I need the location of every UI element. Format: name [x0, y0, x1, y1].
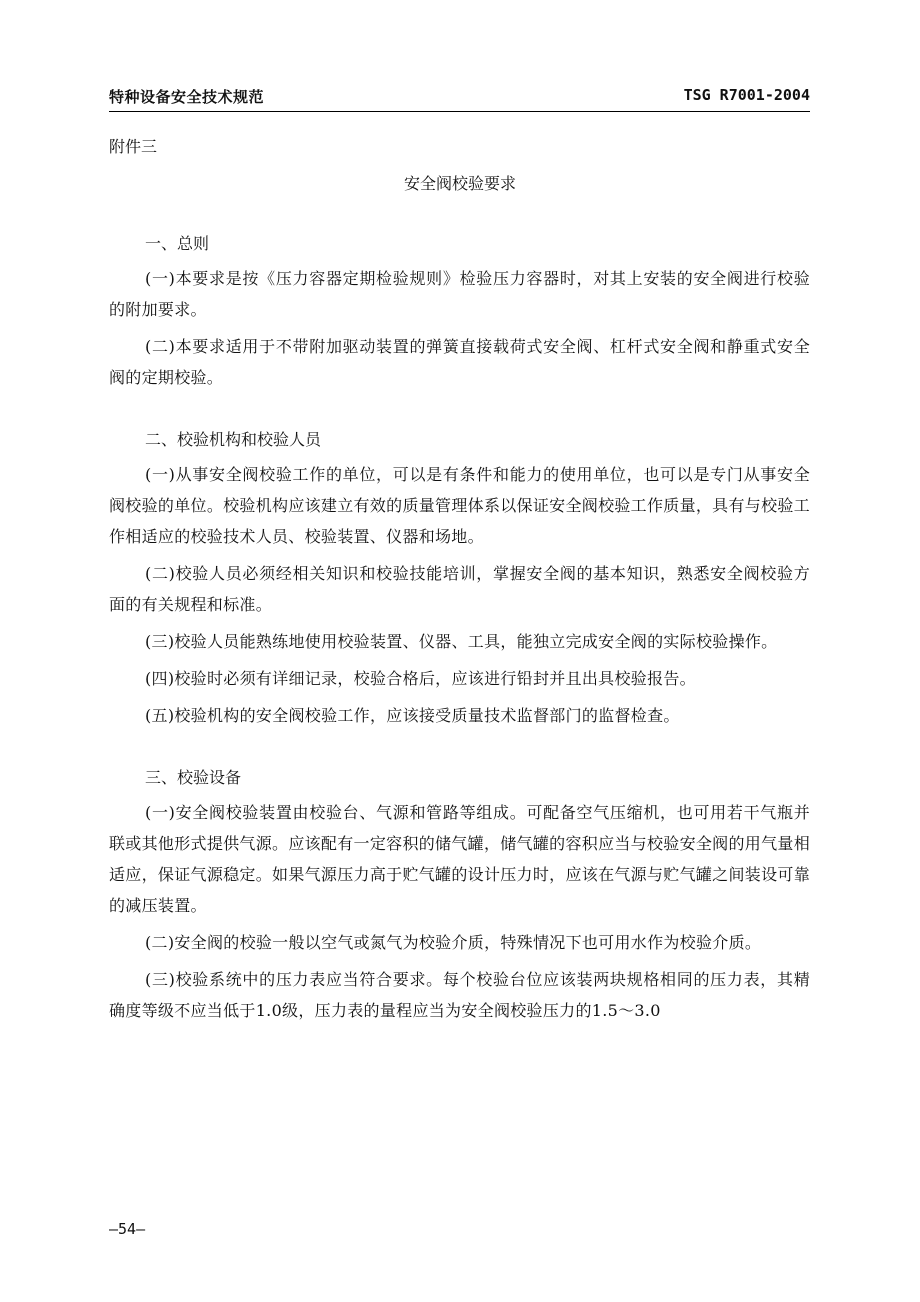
paragraph: (二)本要求适用于不带附加驱动装置的弹簧直接载荷式安全阀、杠杆式安全阀和静重式安全阀的定期校验。 — [109, 337, 810, 387]
paragraph: (一)从事安全阀校验工作的单位，可以是有条件和能力的使用单位，也可以是专门从事安全阀校验的单位。校验机构应该建立有效的质量管理体系以保证安全阀校验工作质量，具有与校验工作相适应的校验技术人员、校验装置、仪器和场地。 — [109, 465, 810, 546]
header-divider — [109, 111, 810, 112]
document-title: 安全阀校验要求 — [403, 174, 516, 193]
section-heading: 一、总则 — [145, 234, 210, 253]
paragraph: (四)校验时必须有详细记录，校验合格后，应该进行铅封并且出具校验报告。 — [145, 669, 696, 688]
paragraph: (一)本要求是按《压力容器定期检验规则》检验压力容器时，对其上安装的安全阀进行校验的附加要求。 — [109, 269, 810, 319]
annex-label: 附件三 — [109, 137, 158, 156]
document-body — [109, 231, 810, 1026]
paragraph: (一)安全阀校验装置由校验台、气源和管路等组成。可配备空气压缩机，也可用若干气瓶并联或其他形式提供气源。应该配有一定容积的储气罐，储气罐的容积应当与校验安全阀的用气量相适应，保证气源稳定。如果气源压力高于贮气罐的设计压力时，应该在气源与贮气罐之间装设可靠的减压装置。 — [109, 803, 810, 915]
section-heading: 三、校验设备 — [145, 768, 242, 787]
paragraph: (二)校验人员必须经相关知识和校验技能培训，掌握安全阀的基本知识，熟悉安全阀校验方面的有关规程和标准。 — [109, 564, 810, 614]
paragraph: (二)安全阀的校验一般以空气或氮气为校验介质，特殊情况下也可用水作为校验介质。 — [145, 933, 762, 952]
paragraph: (三)校验系统中的压力表应当符合要求。每个校验台位应该装两块规格相同的压力表，其精确度等级不应当低于1.0级，压力表的量程应当为安全阀校验压力的1.5～3.0 — [109, 970, 810, 1020]
page-number: —54— — [109, 1220, 146, 1238]
paragraph: (五)校验机构的安全阀校验工作，应该接受质量技术监督部门的监督检查。 — [145, 706, 680, 725]
section-heading: 二、校验机构和校验人员 — [145, 430, 322, 449]
header-spec-name: 特种设备安全技术规范 — [109, 88, 265, 106]
paragraph: (三)校验人员能熟练地使用校验装置、仪器、工具，能独立完成安全阀的实际校验操作。 — [145, 632, 778, 651]
header-standard-code: TSG R7001-2004 — [683, 86, 810, 104]
